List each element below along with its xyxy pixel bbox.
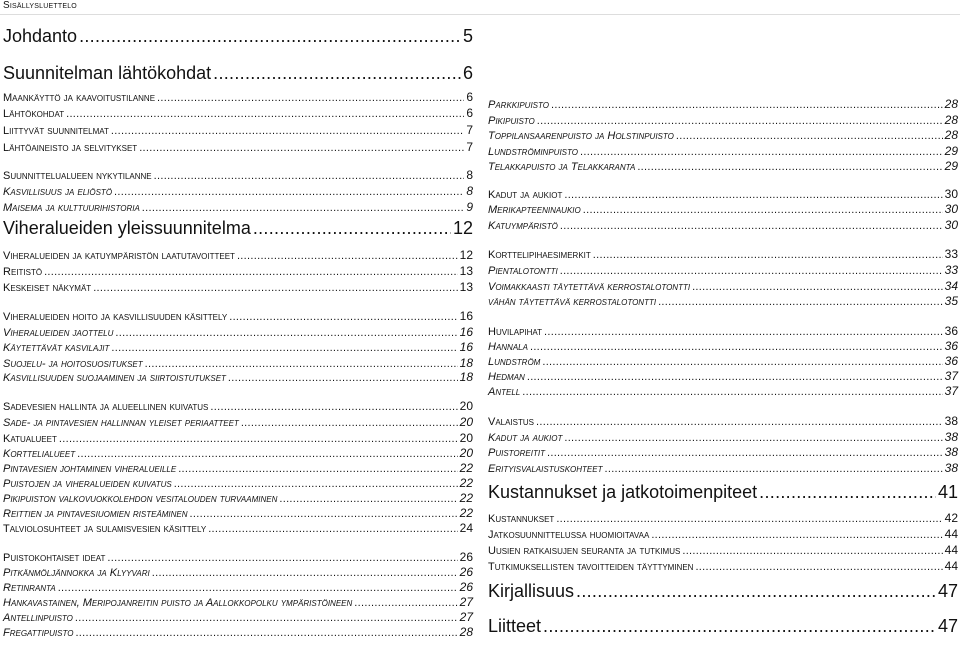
toc-entry-page: 38 (944, 461, 958, 475)
toc-entry[interactable] (3, 356, 473, 370)
toc-entry-title: Fregattipuisto (3, 627, 74, 639)
toc-entry[interactable] (488, 559, 958, 573)
toc-entry-title: Sade- ja pintavesien hallinnan yleiset periaatteet (3, 417, 239, 429)
toc-entry-page: 38 (944, 414, 958, 428)
toc-entry[interactable] (3, 580, 473, 594)
toc-entry-page: 47 (937, 581, 958, 601)
toc-entry[interactable] (488, 445, 958, 459)
toc-leader-dots (213, 63, 461, 84)
toc-entry-page: 18 (459, 356, 473, 370)
toc-entry-page: 37 (944, 384, 958, 398)
toc-entry-page: 20 (459, 415, 473, 429)
toc-leader-dots (66, 108, 464, 120)
toc-entry-page: 36 (944, 339, 958, 353)
toc-entry-page: 38 (944, 445, 958, 459)
toc-entry-title: Voimakkaasti täytettävä kerrostalotontti (488, 281, 691, 293)
toc-entry[interactable] (3, 340, 473, 354)
toc-heading-entry[interactable] (488, 581, 958, 602)
toc-leader-dots (564, 432, 942, 444)
toc-entry-title: Pikipuiston valkovuokkolehdon vesitalouden turvaaminen (3, 493, 278, 505)
toc-entry[interactable] (488, 263, 958, 277)
toc-entry-title: Puistokohtaiset ideat (3, 552, 106, 564)
toc-entry[interactable] (488, 414, 958, 428)
toc-leader-dots (658, 296, 943, 308)
toc-entry-title: Viheralueiden jaottelu (3, 327, 114, 339)
toc-leader-dots (111, 125, 464, 137)
toc-leader-dots (692, 281, 943, 293)
toc-leader-dots (536, 416, 943, 428)
toc-entry-page: 27 (459, 595, 473, 609)
toc-entry-page: 13 (459, 264, 473, 278)
toc-leader-dots (145, 358, 458, 370)
toc-entry[interactable] (488, 218, 958, 232)
toc-leader-dots (583, 204, 943, 216)
toc-entry[interactable] (3, 625, 473, 639)
toc-entry-page: 26 (459, 580, 473, 594)
toc-entry-page: 12 (459, 248, 473, 262)
toc-entry-title: Maankäyttö ja kaavoitustilanne (3, 92, 156, 104)
toc-entry[interactable] (488, 430, 958, 444)
toc-entry[interactable] (3, 248, 473, 262)
toc-entry-page: 47 (937, 616, 958, 636)
toc-leader-dots (556, 513, 942, 525)
toc-entry-title: Toppilansaarenpuisto ja Holstinpuisto (488, 130, 674, 142)
toc-entry-page: 33 (944, 263, 958, 277)
toc-entry[interactable] (488, 97, 958, 111)
toc-entry-title: Liitteet (488, 616, 542, 636)
toc-entry[interactable] (3, 280, 473, 294)
toc-entry[interactable] (3, 521, 473, 535)
toc-entry[interactable] (3, 309, 473, 323)
toc-entry-title: Talviolosuhteet ja sulamisvesien käsittely (3, 523, 207, 535)
toc-entry-page: 7 (466, 140, 473, 154)
toc-entry-title: Keskeiset näkymät (3, 282, 92, 294)
toc-leader-dots (241, 417, 458, 429)
toc-entry[interactable] (3, 610, 473, 624)
toc-entry-title: Viheralueiden hoito ja kasvillisuuden käsittely (3, 311, 228, 323)
toc-leader-dots (111, 342, 457, 354)
toc-heading-entry[interactable] (488, 616, 958, 637)
toc-leader-dots (527, 371, 943, 383)
toc-leader-dots (139, 142, 464, 154)
toc-entry-page: 16 (459, 340, 473, 354)
toc-entry[interactable] (488, 202, 958, 216)
toc-entry-page: 8 (466, 184, 473, 198)
toc-entry-page: 28 (944, 128, 958, 142)
toc-entry[interactable] (3, 140, 473, 154)
toc-entry[interactable] (488, 144, 958, 158)
toc-entry-page: 44 (944, 527, 958, 541)
toc-entry-title: Pientalotontti (488, 265, 558, 277)
toc-entry-page: 36 (944, 324, 958, 338)
toc-entry-page: 22 (459, 476, 473, 490)
toc-entry-title: Puistoreitit (488, 447, 545, 459)
toc-leader-dots (59, 433, 458, 445)
toc-leader-dots (237, 250, 458, 262)
toc-entry-page: 38 (944, 430, 958, 444)
toc-leader-dots (174, 478, 458, 490)
toc-entry[interactable] (3, 184, 473, 198)
toc-entry[interactable] (488, 279, 958, 293)
toc-entry-page: 30 (944, 218, 958, 232)
toc-entry-page: 20 (459, 399, 473, 413)
toc-entry[interactable] (488, 159, 958, 173)
toc-leader-dots (604, 463, 942, 475)
toc-entry-title: Reitistö (3, 266, 43, 278)
toc-entry[interactable] (488, 461, 958, 475)
toc-leader-dots (560, 220, 943, 232)
toc-entry[interactable] (488, 384, 958, 398)
toc-entry-page: 41 (937, 482, 958, 502)
toc-entry-page: 29 (944, 144, 958, 158)
toc-entry[interactable] (488, 294, 958, 308)
toc-entry-title: Hannala (488, 341, 528, 353)
toc-entry-page: 22 (459, 461, 473, 475)
toc-entry-page: 44 (944, 559, 958, 573)
toc-leader-dots (560, 265, 943, 277)
toc-leader-dots (142, 202, 465, 214)
toc-leader-dots (637, 161, 942, 173)
toc-leader-dots (564, 189, 942, 201)
toc-leader-dots (695, 561, 942, 573)
toc-leader-dots (543, 616, 936, 637)
toc-entry-page: 26 (459, 565, 473, 579)
toc-heading-entry[interactable] (488, 482, 958, 503)
toc-entry-title: Hedman (488, 371, 525, 383)
toc-leader-dots (547, 447, 943, 459)
toc-leader-dots (178, 463, 457, 475)
toc-entry[interactable] (3, 370, 473, 384)
toc-entry-page: 24 (459, 521, 473, 535)
toc-entry-title: Merikapteeninaukio (488, 204, 581, 216)
toc-entry[interactable] (3, 123, 473, 137)
toc-leader-dots (354, 597, 457, 609)
toc-entry[interactable] (3, 476, 473, 490)
toc-entry-page: 35 (944, 294, 958, 308)
toc-entry-title: Katuympäristö (488, 220, 558, 232)
toc-entry[interactable] (488, 247, 958, 261)
toc-entry-title: Telakkapuisto ja Telakkaranta (488, 161, 636, 173)
toc-entry-page: 34 (944, 279, 958, 293)
toc-leader-dots (152, 567, 458, 579)
toc-entry-title: Korttelialueet (3, 448, 76, 460)
toc-entry[interactable] (3, 595, 473, 609)
toc-entry-page: 7 (466, 123, 473, 137)
toc-entry-page: 30 (944, 187, 958, 201)
toc-leader-dots (651, 529, 942, 541)
toc-entry-page: 42 (944, 511, 958, 525)
toc-entry-title: Johdanto (3, 26, 78, 46)
toc-entry-page: 22 (459, 491, 473, 505)
toc-entry[interactable] (488, 354, 958, 368)
toc-entry[interactable] (488, 369, 958, 383)
toc-leader-dots (154, 170, 465, 182)
toc-entry-title: vähän täytettävä kerrostalotontti (488, 296, 657, 308)
toc-entry-title: Kustannukset ja jatkotoimenpiteet (488, 482, 758, 502)
toc-entry-title: Antell (488, 386, 521, 398)
toc-entry-page: 16 (459, 309, 473, 323)
toc-entry-title: Tutkimuksellisten tavoitteiden täyttyminen (488, 561, 694, 573)
toc-leader-dots (228, 372, 458, 384)
toc-entry-title: Suunnittelualueen nykytilanne (3, 170, 152, 182)
toc-entry-page: 6 (466, 90, 473, 104)
toc-leader-dots (77, 448, 458, 460)
toc-entry-title: Viheralueiden yleissuunnitelma (3, 218, 251, 238)
toc-entry[interactable] (3, 106, 473, 120)
toc-entry[interactable] (3, 168, 473, 182)
toc-entry-page: 28 (459, 625, 473, 639)
toc-heading-entry[interactable] (3, 218, 473, 239)
toc-entry[interactable] (488, 511, 958, 525)
toc-entry[interactable] (488, 128, 958, 142)
toc-entry[interactable] (3, 491, 473, 505)
toc-entry-title: Sadevesien hallinta ja alueellinen kuivatus (3, 401, 209, 413)
toc-entry[interactable] (3, 461, 473, 475)
toc-entry-title: Uusien ratkaisujen seuranta ja tutkimus (488, 545, 681, 557)
toc-entry-title: Pitkänmöljännokka ja Klyyvari (3, 567, 150, 579)
toc-left-column (0, 0, 475, 653)
toc-entry-title: Liittyvät suunnitelmat (3, 125, 109, 137)
toc-leader-dots (190, 508, 458, 520)
toc-entry-title: Kirjallisuus (488, 581, 575, 601)
toc-leader-dots (157, 92, 464, 104)
toc-leader-dots (114, 186, 464, 198)
toc-leader-dots (253, 218, 451, 239)
toc-entry[interactable] (3, 325, 473, 339)
toc-entry-page: 6 (462, 63, 473, 83)
toc-entry-page: 33 (944, 247, 958, 261)
toc-leader-dots (208, 523, 457, 535)
toc-entry-title: Parkkipuisto (488, 99, 549, 111)
toc-entry-title: Valaistus (488, 416, 535, 428)
toc-entry-title: Lundströminpuisto (488, 146, 578, 158)
toc-entry-page: 36 (944, 354, 958, 368)
toc-entry-title: Huvilapihat (488, 326, 543, 338)
toc-entry-title: Kustannukset (488, 513, 555, 525)
toc-entry-title: Puistojen ja viheralueiden kuivatus (3, 478, 172, 490)
toc-leader-dots (759, 482, 936, 503)
toc-entry[interactable] (3, 264, 473, 278)
toc-leader-dots (107, 552, 457, 564)
toc-heading-entry[interactable] (3, 63, 473, 84)
toc-entry-title: Reittien ja pintavesiuomien risteäminen (3, 508, 188, 520)
toc-leader-dots (542, 356, 942, 368)
toc-leader-dots (75, 612, 458, 624)
toc-leader-dots (682, 545, 942, 557)
toc-entry-page: 13 (459, 280, 473, 294)
toc-entry-page: 8 (466, 168, 473, 182)
toc-leader-dots (279, 493, 457, 505)
toc-entry[interactable] (3, 565, 473, 579)
toc-entry-title: Pikipuisto (488, 115, 535, 127)
toc-entry-title: Korttelipihaesimerkit (488, 249, 591, 261)
toc-entry-page: 22 (459, 506, 473, 520)
toc-leader-dots (58, 582, 458, 594)
toc-entry-page: 5 (462, 26, 473, 46)
toc-entry-title: Käytettävät kasvilajit (3, 342, 110, 354)
toc-entry[interactable] (488, 527, 958, 541)
toc-entry-page: 20 (459, 431, 473, 445)
toc-leader-dots (79, 26, 461, 47)
toc-entry-page: 18 (459, 370, 473, 384)
toc-entry-page: 12 (452, 218, 473, 238)
toc-leader-dots (75, 627, 457, 639)
toc-entry[interactable] (3, 415, 473, 429)
toc-entry[interactable] (3, 506, 473, 520)
toc-entry-page: 30 (944, 202, 958, 216)
toc-leader-dots (537, 115, 943, 127)
toc-entry-page: 28 (944, 97, 958, 111)
toc-entry-page: 6 (466, 106, 473, 120)
toc-entry[interactable] (3, 446, 473, 460)
toc-entry-title: Lundström (488, 356, 541, 368)
toc-leader-dots (229, 311, 457, 323)
toc-entry[interactable] (3, 90, 473, 104)
toc-entry[interactable] (3, 431, 473, 445)
toc-entry-page: 9 (466, 200, 473, 214)
toc-leader-dots (93, 282, 457, 294)
toc-entry-page: 16 (459, 325, 473, 339)
toc-entry-title: Erityisvalaistuskohteet (488, 463, 603, 475)
toc-entry[interactable] (3, 550, 473, 564)
toc-entry[interactable] (3, 200, 473, 214)
toc-entry-title: Jatkosuunnittelussa huomioitavaa (488, 529, 650, 541)
toc-entry-title: Retinranta (3, 582, 56, 594)
toc-entry-title: Suunnitelman lähtökohdat (3, 63, 212, 83)
toc-entry-title: Suojelu- ja hoitosuositukset (3, 358, 143, 370)
toc-entry-title: Hankavastainen, Meripojanreitin puisto ja Aallokkopolku ympäristöineen (3, 597, 353, 609)
toc-entry-title: Pintavesien johtaminen viheralueille (3, 463, 177, 475)
toc-entry[interactable] (488, 187, 958, 201)
toc-leader-dots (551, 99, 943, 111)
toc-leader-dots (580, 146, 943, 158)
toc-leader-dots (115, 327, 457, 339)
toc-entry-title: Kasvillisuus ja eliöstö (3, 186, 113, 198)
toc-entry-title: Maisema ja kulttuurihistoria (3, 202, 140, 214)
toc-entry-page: 26 (459, 550, 473, 564)
toc-entry-page: 29 (944, 159, 958, 173)
toc-leader-dots (210, 401, 457, 413)
toc-leader-dots (593, 249, 943, 261)
toc-entry-title: Viheralueiden ja katuympäristön laatutavoitteet (3, 250, 235, 262)
toc-leader-dots (530, 341, 943, 353)
toc-entry-title: Katualueet (3, 433, 57, 445)
toc-heading-entry[interactable] (3, 26, 473, 47)
toc-leader-dots (44, 266, 458, 278)
toc-entry[interactable] (488, 324, 958, 338)
toc-entry-title: Lähtökohdat (3, 108, 65, 120)
toc-entry-page: 28 (944, 113, 958, 127)
toc-entry[interactable] (488, 113, 958, 127)
toc-leader-dots (676, 130, 943, 142)
toc-entry[interactable] (488, 339, 958, 353)
toc-right-column (486, 0, 960, 653)
toc-entry-title: Kasvillisuuden suojaaminen ja siirtoistutukset (3, 372, 226, 384)
toc-entry[interactable] (488, 543, 958, 557)
toc-entry-page: 20 (459, 446, 473, 460)
toc-leader-dots (576, 581, 936, 602)
toc-entry[interactable] (3, 399, 473, 413)
toc-entry-title: Lähtöaineisto ja selvitykset (3, 142, 138, 154)
toc-leader-dots (522, 386, 942, 398)
toc-leader-dots (544, 326, 943, 338)
toc-entry-title: Antellinpuisto (3, 612, 73, 624)
page-header-label: Sisällysluettelo (3, 0, 77, 11)
toc-entry-title: Kadut ja aukiot (488, 432, 563, 444)
toc-entry-page: 37 (944, 369, 958, 383)
toc-entry-page: 44 (944, 543, 958, 557)
toc-entry-page: 27 (459, 610, 473, 624)
toc-entry-title: Kadut ja aukiot (488, 189, 563, 201)
